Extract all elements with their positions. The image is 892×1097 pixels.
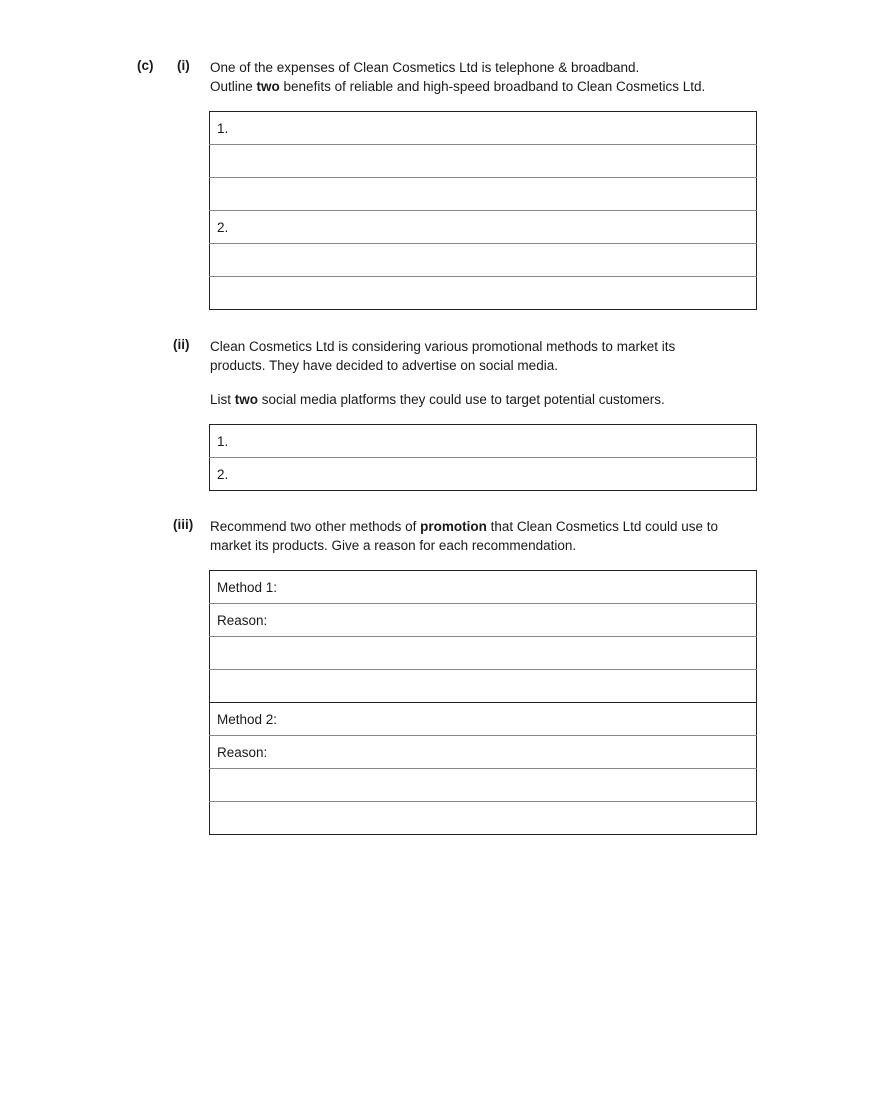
answer-row[interactable] [210, 637, 757, 670]
answer-row[interactable]: 2. [210, 211, 757, 244]
answer-row[interactable]: Method 1: [217, 579, 278, 595]
answer-row[interactable]: 2. [210, 458, 757, 491]
answer-row[interactable]: Reason: [210, 604, 757, 637]
question-ii-text-line3: List two social media platforms they could use to target potential customers. [210, 392, 665, 407]
answer-row[interactable] [210, 670, 757, 703]
part-c-label: (c) [137, 58, 154, 73]
answer-box-ii [209, 424, 757, 491]
answer-row[interactable]: Method 2: [210, 703, 757, 736]
answer-row[interactable]: Reason: [210, 736, 757, 769]
answer-row[interactable] [210, 802, 757, 835]
question-iii-text-line1: Recommend two other methods of promotion that Clean Cosmetics Ltd could use to [210, 519, 718, 534]
question-i-text-line1: One of the expenses of Clean Cosmetics Ltd is telephone & broadband. [210, 60, 640, 75]
question-i-label: (i) [177, 58, 190, 73]
answer-row[interactable] [210, 244, 757, 277]
question-ii-text-line2: products. They have decided to advertise on social media. [210, 358, 558, 373]
answer-row[interactable] [210, 769, 757, 802]
question-ii-text-line1: Clean Cosmetics Ltd is considering various promotional methods to market its [210, 339, 676, 354]
answer-row[interactable] [210, 277, 757, 310]
question-iii-text-line2: market its products. Give a reason for each recommendation. [210, 538, 577, 553]
answer-box-i [209, 111, 757, 310]
question-i-text-line2: Outline two benefits of reliable and high-speed broadband to Clean Cosmetics Ltd. [210, 79, 706, 94]
answer-box-iii [209, 570, 757, 835]
answer-row[interactable] [210, 178, 757, 211]
question-ii-label: (ii) [173, 337, 190, 352]
answer-row[interactable]: 1. [217, 433, 229, 449]
answer-row[interactable] [210, 145, 757, 178]
question-iii-label: (iii) [173, 517, 194, 532]
answer-row[interactable]: 1. [217, 120, 229, 136]
